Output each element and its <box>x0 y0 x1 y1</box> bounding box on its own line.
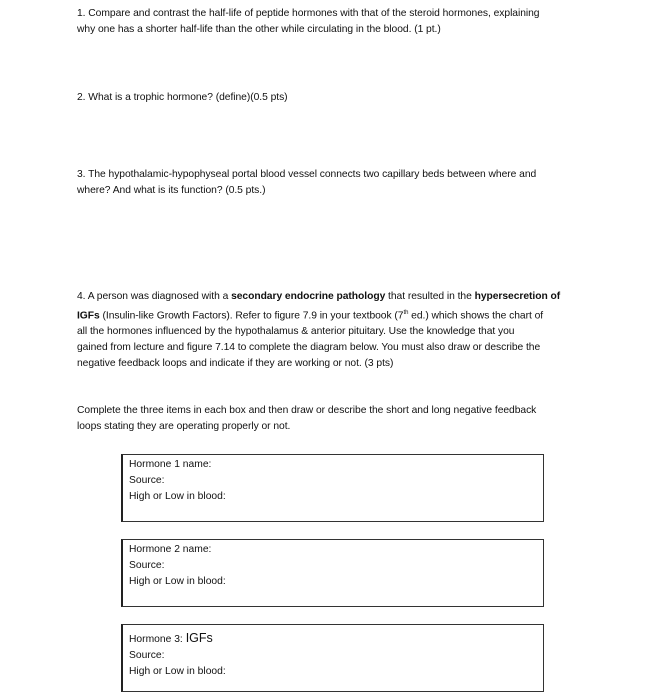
question-4-line-5: negative feedback loops and indicate if they are working or not. (3 pts) <box>77 358 394 370</box>
question-3-line-1: 3. The hypothalamic-hypophyseal portal blood vessel connects two capillary beds between where and <box>77 169 537 180</box>
instructions-line-2: loops stating they are operating properly or not. <box>77 421 291 432</box>
question-3 <box>77 167 587 199</box>
hormone-2-level-label: High or Low in blood: <box>129 576 226 587</box>
question-1-line-1: 1. Compare and contrast the half-life of peptide hormones with that of the steroid hormones, explaining <box>77 8 540 19</box>
hormone-1-source-label: Source: <box>129 475 165 486</box>
hormone-3-level-label: High or Low in blood: <box>129 666 226 677</box>
q4-bold-igfs: IGFs <box>77 310 100 322</box>
instructions-line-1: Complete the three items in each box and then draw or describe the short and long negative feedback <box>77 405 537 416</box>
question-4 <box>77 289 587 372</box>
hormone-3-name-row <box>129 630 537 648</box>
question-2-text: 2. What is a trophic hormone? (define)(0.5 pts) <box>77 92 288 103</box>
question-4-line-3: all the hormones influenced by the hypothalamus & anterior pituitary. Use the knowledge that you <box>77 326 515 338</box>
hormone-2-box[interactable] <box>121 539 544 607</box>
hormone-3-box[interactable] <box>121 624 544 692</box>
hormone-1-level-label: High or Low in blood: <box>129 491 226 502</box>
hormone-3-name-value: IGFs <box>185 631 213 645</box>
question-3-line-2: where? And what is its function? (0.5 pts.) <box>77 185 266 196</box>
question-2 <box>77 90 587 106</box>
q4-text-a: 4. A person was diagnosed with a <box>77 291 232 302</box>
q4-text-e: (Insulin-like Growth Factors). Refer to figure 7.9 in your textbook (7 <box>99 310 404 322</box>
q4-text-f: ed.) which shows the chart of <box>408 310 544 322</box>
hormone-2-source-label: Source: <box>129 560 165 571</box>
q4-text-c: that resulted in the <box>385 291 475 302</box>
question-4-line-1 <box>77 289 587 305</box>
question-1-line-2: why one has a shorter half-life than the other while circulating in the blood. (1 pt.) <box>77 24 441 35</box>
hormone-3-name-label: Hormone 3: <box>129 634 183 645</box>
question-4-line-2 <box>77 305 587 324</box>
q4-bold-hypersecretion: hypersecretion of <box>474 291 561 302</box>
question-1 <box>77 6 587 38</box>
q4-superscript: th <box>403 310 409 316</box>
hormone-3-source-label: Source: <box>129 650 165 661</box>
question-4-line-4: gained from lecture and figure 7.14 to complete the diagram below. You must also draw or describe the <box>77 342 541 354</box>
instructions <box>77 403 587 435</box>
q4-bold-secondary: secondary endocrine pathology <box>231 291 386 302</box>
hormone-1-box[interactable] <box>121 454 544 522</box>
hormone-1-name-label: Hormone 1 name: <box>129 459 212 470</box>
hormone-2-name-label: Hormone 2 name: <box>129 544 212 555</box>
